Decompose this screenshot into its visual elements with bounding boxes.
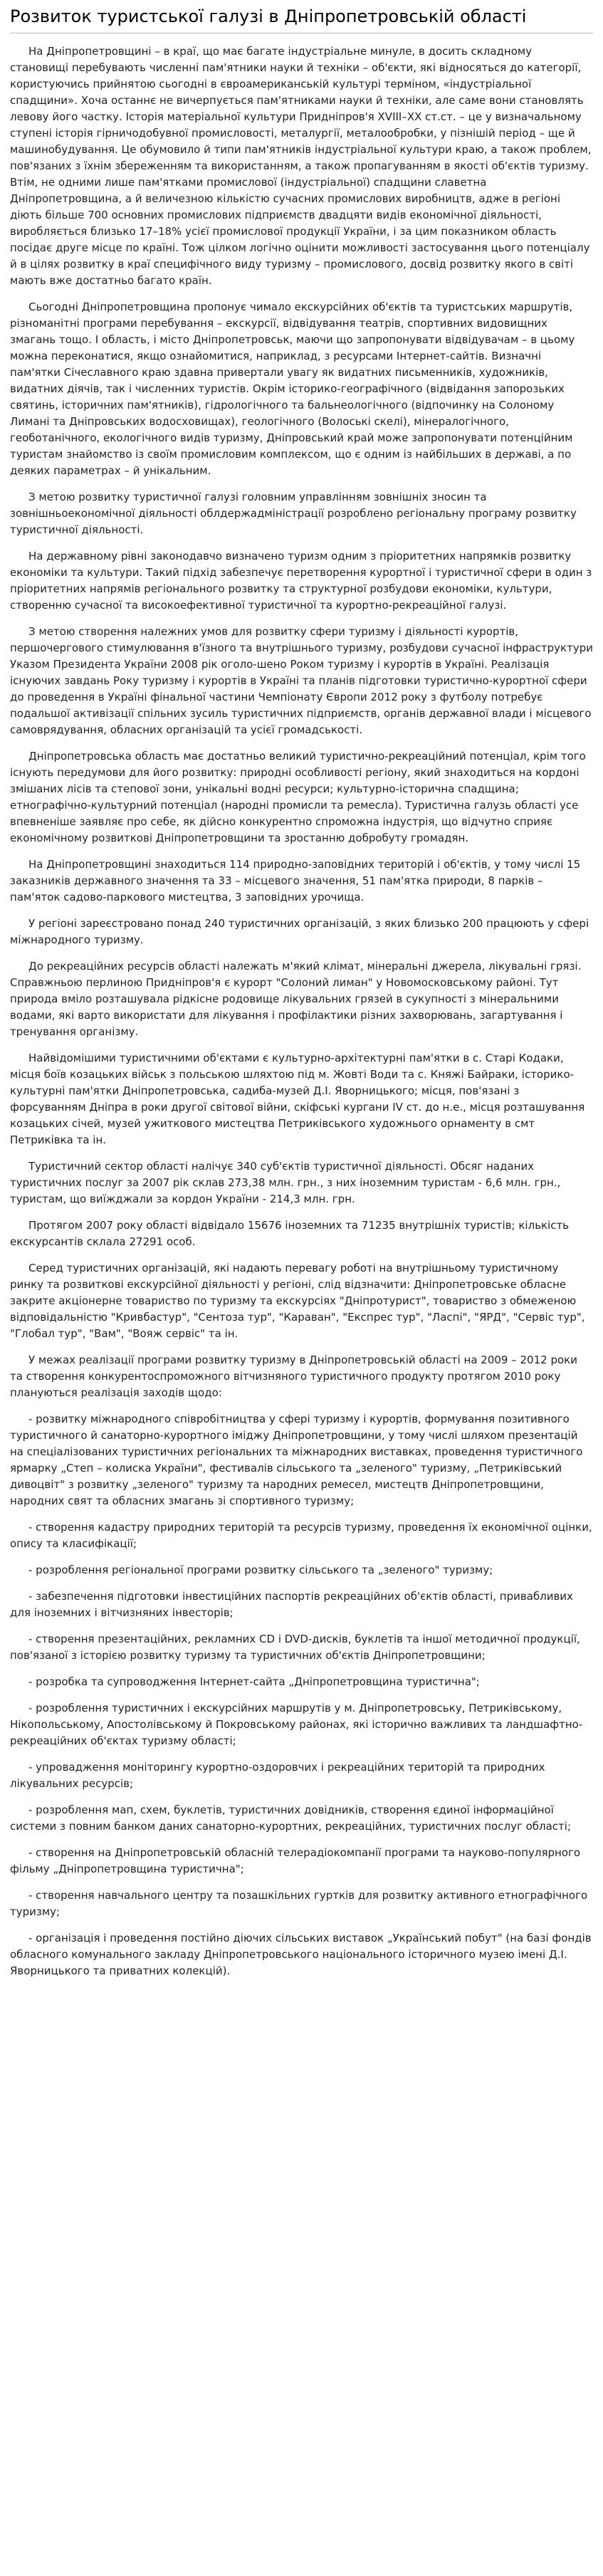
- list-item: - створення навчального центру та позашкільних гуртків для розвитку активного етнографічного туризму;: [10, 1889, 588, 1918]
- paragraph: Найвідомішими туристичними об'єктами є культурно-архітектурні пам'ятки в с. Старі Кодаки, місця боїв козацьких військ з польською шляхтою під м. Жовті Води та с. Княжі Байраки, історико-культурні пам'ятки Дніпропетровська, садиба-музей Д.І. Яворницького; місця, пов'язані з форсуванням Дніпра в роки другої світової війни, скіфські кургани IV ст. до н.е., місця розташування козацьких січей, музей ужиткового мистецтва Петриківського художнього орнаменту в смт Петриківка та ін.: [10, 1052, 585, 1146]
- article-body: [10, 33, 593, 1979]
- paragraph: На Дніпропетровщині – в краї, що має багате індустріальне минуле, в досить складному становищі перебувають численні пам'ятники науки й техніки – об'єкти, які відносяться до категорії, користуючись прийнятою сьогодні в євроамериканській культурі терміном, «індустріальної спадщини». Хоча останнє не вичерпується пам'ятниками науки й техніки, але саме вони становлять левову його частку. Історія матеріальної культури Придніпров'я XVIII–XX ст.ст. – це у визначальному ступені історія гірничодобувної промисловості, металургії, металообробки, у пізнішій період – ще й машинобудування. Це обумовило й типи пам'ятників індустріальної культури краю, а також проблем, пов'язаних з їхнім збереженням та використанням, а також пропагуванням в якості об'єктів туризму. Втім, не одними лише пам'ятками промислової (індустріальної) спадщини славетна Дніпропетровщина, а й величезною кількістю сучасних промислових виробництв, адже в регіоні діють більше 700 основних промислових підприємств двадцяти видів економічної діяльності, виробляється близько 17–18% усієї промислової продукції України, і за цим показником область посідає друге місце по країні. Тож цілком логічно оцінити можливості застосування цього потенціалу й в цілях розвитку в краї специфічного виду туризму – промислового, досвід розвитку якого в світі мають вже достатньо багато країн.: [10, 45, 592, 287]
- paragraph: На державному рівні законодавчо визначено туризм одним з пріоритетних напрямків розвитку економіки та культури. Такий підхід забезпечує перетворення курортної і туристичної сфери в один з пріоритетних напрямів регіонального розвитку та структурної розбудови економіки, культури, створенню сучасної та високоефективної туристичної та курортно-рекреаційної галузі.: [10, 550, 592, 612]
- list-item: - створення кадастру природних територій та ресурсів туризму, проведення їх економічної оцінки, опису та класифікації;: [10, 1521, 592, 1550]
- paragraph: На Дніпропетровщині знаходиться 114 природно-заповідних територій і об'єктів, у тому числі 15 заказників державного значення та 33 – місцевого значення, 51 пам'ятка природи, 8 парків – пам'яток садово-паркового мистецтва, 3 заповідних урочища.: [10, 858, 581, 904]
- measures-list: [10, 1411, 593, 1979]
- paragraph: З метою створення належних умов для розвитку сфери туризму і діяльності курортів, першочергового стимулювання в'їзного та внутрішнього туризму, розбудови сучасної інфраструктури Указом Президента України 2008 рік оголо-шено Роком туризму і курортів в Україні. Реалізація існуючих завдань Року туризму і курортів в Україні та планів підготовки туристично-курортної сфери до проведення в Україні фінальної частини Чемпіонату Європи 2012 року з футболу потребує подальшої активізації спільних зусиль туристичних підприємств, органів державної влади і місцевого самоврядування, обласних організацій та усієї громадськості.: [10, 625, 593, 736]
- list-item: - розвитку міжнародного співробітництва у сфері туризму і курортів, формування позитивного туристичного й санаторно-курортного іміджу Дніпропетровщини, у тому числі шляхом презентацій на спеціалізованих туристичних регіональних та міжнародних виставках, проведення туристичного ярмарку „Степ – колиска України", фестивалів сільського та „зеленого" туризму, „Петриківський дивоцвіт" з розвитку „зеленого" туризму та народних ремесел, мистецтв Дніпропетровщини, народних свят та обласних змагань зі спортивного туризму;: [10, 1413, 583, 1507]
- list-item: - розроблення туристичних і екскурсійних маршрутів у м. Дніпропетровську, Петриківському, Нікопольському, Апостолівському й Покровському районах, які історично важливих та ландшафтно-рекреаційних об'єктах туризму області;: [10, 1702, 583, 1747]
- paragraph: Сьогодні Дніпропетровщина пропонує чимало екскурсійних об'єктів та туристських маршрутів, різноманітні програми перебування – екскурсії, відвідування театрів, спортивних видовищних змагань тощо. І область, і місто Дніпропетровськ, маючи що запропонувати відвідувачам – в цьому можна переконатися, якщо ознайомитися, наприклад, з ресурсами Інтернет-сайтів. Визначні пам'ятки Січеславного краю здавна привертали увагу як видатних письменників, художників, видатних діячів, так і численних туристів. Окрім історико-географічного (відвідання запорозьких святинь, історичних пам'ятників), гідрологічного та бальнеологічного (відпочинку на Солоному Лимані та Дніпровських водосховищах), геологічного (Волоські скелі), мінералогічного, геоботанічного, екологічного видів туризму, Дніпровський край може запропонувати потенційним туристам знайомство із своїм промисловим комплексом, що є одним із найбільших в державі, а по деяких параметрах – й унікальним.: [10, 300, 575, 477]
- list-item: - організація і проведення постійно діючих сільських виставок „Український побут" (на базі фондів обласного комунального закладу Дніпропетровського національного історичного музею імені Д.І. Яворницького та приватних колекцій).: [10, 1932, 592, 1977]
- paragraph: Серед туристичних організацій, які надають перевагу роботі на внутрішньому туристичному ринку та розвиткові екскурсійної діяльності у регіоні, слід відзначити: Дніпропетровське обласне закрите акціонерне товариство по туризму та екскурсіях "Дніпротурист", товариство з обмеженою відповідальністю "Кривбастур", "Сентоза тур", "Караван", "Експрес тур", "Ласпі", "ЯРД", "Сервіс тур", "Глобал тур", "Вам", "Вояж сервіс" та ін.: [10, 1262, 585, 1340]
- paragraph: У межах реалізації програми розвитку туризму в Дніпропетровській області на 2009 – 2012 роки та створення конкурентоспроможного вітчизняного туристичного продукту протягом 2010 року плануються реалізація заходів щодо:: [10, 1354, 577, 1399]
- paragraph: З метою розвитку туристичної галузі головним управлінням зовнішніх зносин та зовнішньоекономічної діяльності облдержадміністрації розроблено регіональну програму розвитку туристичної діяльності.: [10, 491, 577, 536]
- list-item: - розроблення регіональної програми розвитку сільського та „зеленого" туризму;: [28, 1564, 493, 1576]
- paragraph: До рекреаційних ресурсів області належать м'який клімат, мінеральні джерела, лікувальні грязі. Справжньою перлиною Придніпров'я є курорт "Солоний лиман" у Новомосковському районі. Тут природа вміло розташувала рідкісне родовище лікувальних грязей в сукупності з мінеральними водами, які варто використати для лікування і профілактики різних захворювань, загартування і тренування організму.: [10, 960, 582, 1038]
- list-item: - створення на Дніпропетровській обласній телерадіокомпанії програми та науково-популярного фільму „Дніпропетровщина туристична";: [10, 1846, 581, 1875]
- list-item: - упровадження моніторингу курортно-оздоровчих і рекреаційних територій та природних лікувальних ресурсів;: [10, 1761, 545, 1790]
- paragraph: У регіоні зареєстровано понад 240 туристичних організацій, з яких близько 200 працюють у сфері міжнародного туризму.: [10, 917, 589, 946]
- list-item: - забезпечення підготовки інвестиційних паспортів рекреаційних об'єктів області, привабливих для іноземних і вітчизняних інвесторів;: [10, 1590, 573, 1619]
- paragraph: Протягом 2007 року області відвідало 15676 іноземних та 71235 внутрішніх туристів; кількість екскурсантів склала 27291 особ.: [10, 1219, 570, 1248]
- list-item: - розробка та супроводження Інтернет-сайта „Дніпропетровщина туристична";: [28, 1675, 480, 1688]
- page-title: Розвиток туристської галузі в Дніпропетровській області: [10, 6, 527, 26]
- list-item: - створення презентаційних, рекламних CD і DVD-дисків, буклетів та іншої методичної продукції, пов'язаної з історією розвитку туризму та туристичних об'єктів Дніпропетровщини;: [10, 1633, 580, 1662]
- list-item: - розроблення мап, схем, буклетів, туристичних довідників, створення єдиної інформаційної системи з повним банком даних санаторно-курортних, рекреаційних, туристичних послуг області;: [10, 1803, 572, 1833]
- paragraph: Дніпропетровська область має достатньо великий туристично-рекреаційний потенціал, крім того існують передумови для його розвитку: природні особливості регіону, який знаходиться на кордоні змішаних лісів та степової зони, унікальні водні ресурси; культурно-історична спадщина; етнографічно-культурний потенціал (народні промисли та ремесла). Туристична галузь області усе впевненіше заявляє про себе, як дійсно конкурентно спроможна індустрія, що відчутно сприяє економічному розвиткові Дніпропетровщини та зростанню добробуту громадян.: [10, 750, 586, 844]
- paragraph: Туристичний сектор області налічує 340 суб'єктів туристичної діяльності. Обсяг наданих туристичних послуг за 2007 рік склав 273,38 млн. грн., з них іноземним туристам - 6,6 млн. грн., туристам, що виїжджали за кордон України - 214,3 млн. грн.: [10, 1160, 561, 1205]
